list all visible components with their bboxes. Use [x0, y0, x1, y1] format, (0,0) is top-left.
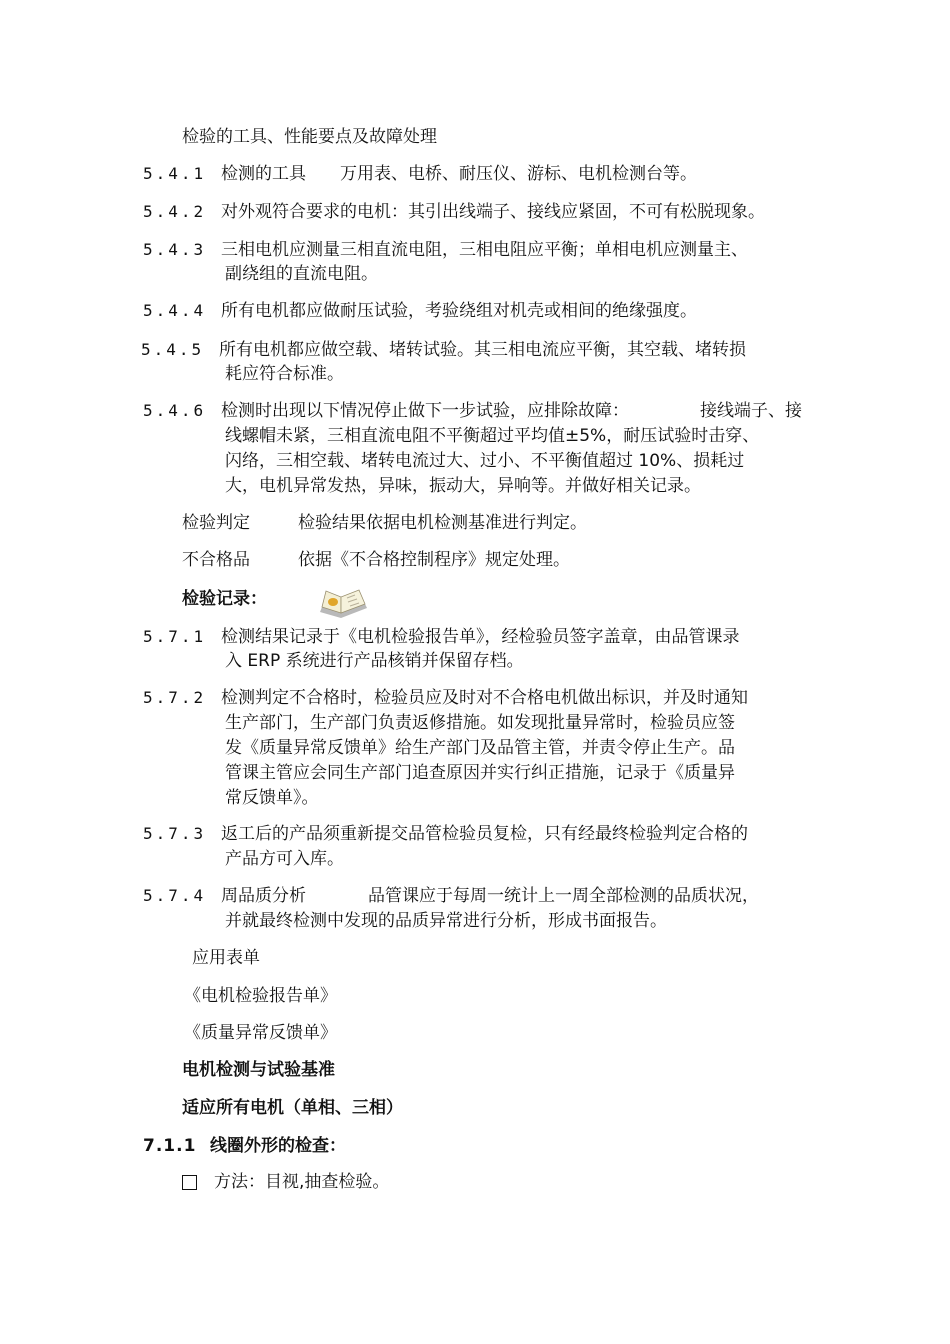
item-text-line: 返工后的产品须重新提交品管检验员复检，只有经最终检验判定合格的 — [221, 824, 748, 844]
item-text-line: 线螺帽未紧，三相直流电阻不平衡超过平均值±5%，耐压试验时击穿、 — [225, 426, 760, 446]
item-number: 5.7.3 — [143, 824, 207, 843]
item-number: 5.4.1 — [143, 164, 207, 183]
item-number: 5.4.2 — [143, 202, 207, 221]
item-text-line: 检测结果记录于《电机检验报告单》，经检验员签字盖章，由品管课录 — [221, 627, 740, 647]
item-number: 5.4.3 — [143, 240, 207, 259]
open-book-icon — [317, 588, 369, 622]
section-heading-tools: 检验的工具、性能要点及故障处理 — [182, 127, 437, 147]
item-text-line: 产品方可入库。 — [225, 849, 344, 869]
item-text-line: 所有电机都应做空载、堵转试验。其三相电流应平衡，其空载、堵转损 — [219, 340, 746, 360]
item-text-line: 三相电机应测量三相直流电阻，三相电阻应平衡；单相电机应测量主、 — [221, 240, 748, 260]
item-text-line: 耗应符合标准。 — [225, 364, 344, 384]
checkbox-icon — [182, 1175, 197, 1190]
form-item: 《质量异常反馈单》 — [184, 1023, 337, 1043]
item-text-line: 闪络，三相空载、堵转电流过大、过小、不平衡值超过 10%、损耗过 — [225, 451, 745, 471]
item-title: 检测的工具 — [221, 164, 306, 184]
scope-heading: 适应所有电机（单相、三相） — [182, 1098, 403, 1118]
item-number: 5.7.1 — [143, 627, 207, 646]
item-text: 所有电机都应做耐压试验，考验绕组对机壳或相间的绝缘强度。 — [221, 301, 697, 321]
item-title: 周品质分析 — [221, 886, 306, 906]
item-number: 5.7.4 — [143, 886, 207, 905]
item-text-line: 检测判定不合格时，检验员应及时对不合格电机做出标识，并及时通知 — [221, 688, 748, 708]
standard-heading: 电机检测与试验基准 — [182, 1060, 335, 1080]
item-text-line: 大，电机异常发热，异味，振动大，异响等。并做好相关记录。 — [225, 476, 701, 496]
nonconform-text: 依据《不合格控制程序》规定处理。 — [298, 550, 570, 570]
item-text: 对外观符合要求的电机：其引出线端子、接线应紧固，不可有松脱现象。 — [221, 202, 765, 222]
item-text-line: 生产部门，生产部门负责返修措施。如发现批量异常时，检验员应签 — [225, 713, 735, 733]
judgement-label: 检验判定 — [182, 513, 250, 533]
item-text-line: 常反馈单》。 — [225, 788, 319, 808]
item-text-line: 并就最终检测中发现的品质异常进行分析，形成书面报告。 — [225, 911, 667, 931]
item-text: 万用表、电桥、耐压仪、游标、电机检测台等。 — [340, 164, 697, 184]
item-number: 5.4.6 — [143, 401, 207, 420]
item-text-line: 检测时出现以下情况停止做下一步试验，应排除故障： — [221, 401, 629, 421]
item-text-line: 副绕组的直流电阻。 — [225, 264, 378, 284]
method-text: 方法：目视,抽查检验。 — [214, 1172, 390, 1192]
item-text-line: 接线端子、接 — [700, 401, 802, 421]
item-text-line: 管课主管应会同生产部门追查原因并实行纠正措施，记录于《质量异 — [225, 763, 735, 783]
item-text-line: 发《质量异常反馈单》给生产部门及品管主管，并责令停止生产。品 — [225, 738, 735, 758]
item-number: 5.4.4 — [143, 301, 207, 320]
records-heading: 检验记录： — [182, 589, 267, 609]
item-number: 7.1.1 — [143, 1136, 197, 1156]
item-heading: 线圈外形的检查： — [210, 1136, 346, 1156]
item-number: 5.7.2 — [143, 688, 207, 707]
nonconform-label: 不合格品 — [182, 550, 250, 570]
item-text-line: 入 ERP 系统进行产品核销并保留存档。 — [225, 651, 524, 671]
item-number: 5.4.5 — [141, 340, 205, 359]
forms-heading: 应用表单 — [192, 948, 260, 968]
item-text-line: 品管课应于每周一统计上一周全部检测的品质状况， — [368, 886, 759, 906]
form-item: 《电机检验报告单》 — [184, 986, 337, 1006]
judgement-text: 检验结果依据电机检测基准进行判定。 — [298, 513, 587, 533]
